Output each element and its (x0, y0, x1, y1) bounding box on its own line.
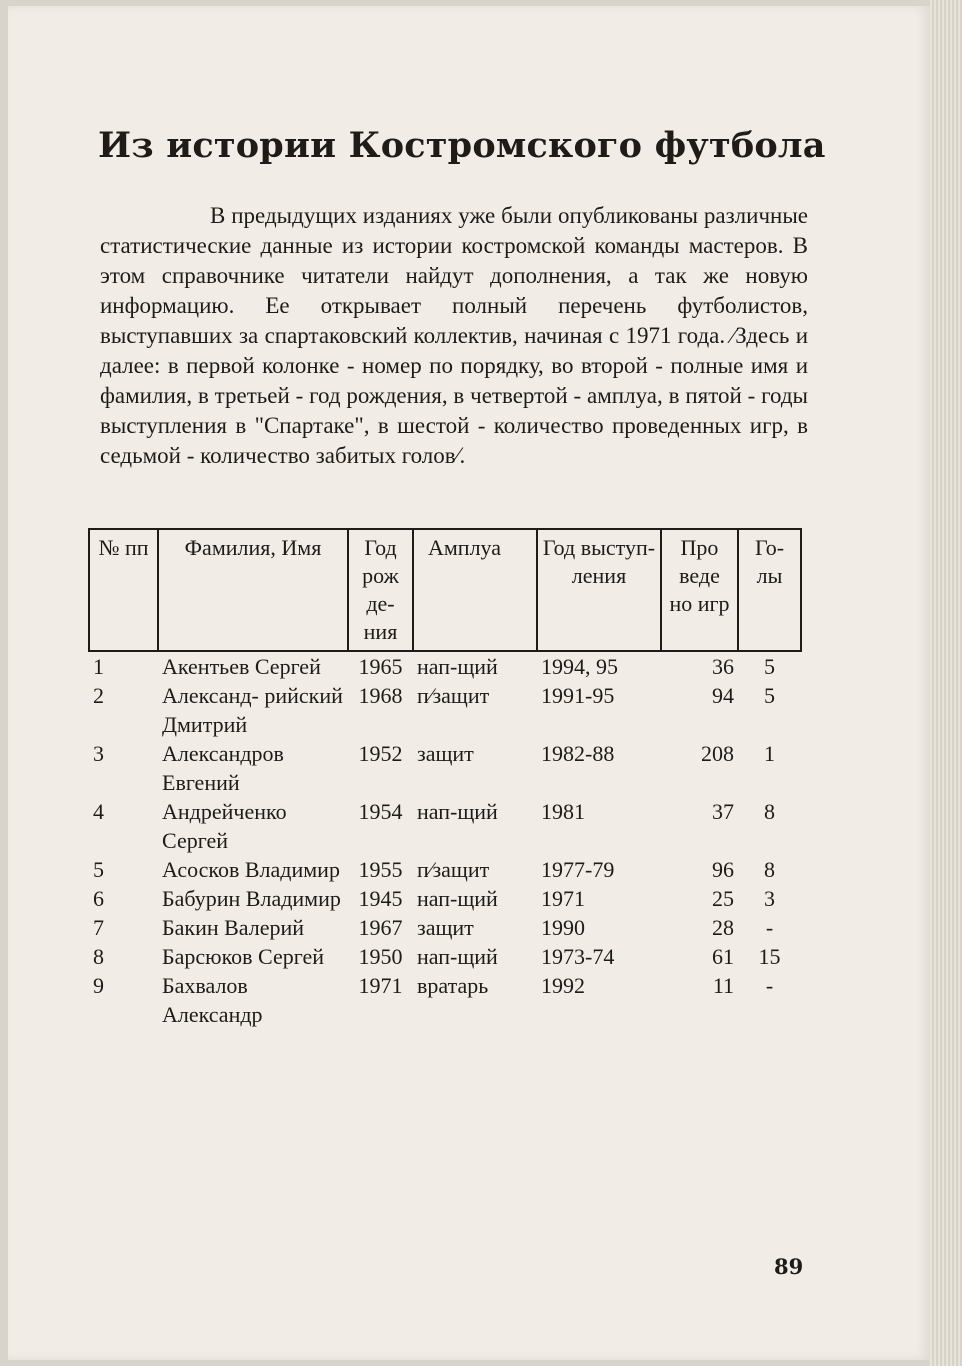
page-number: 89 (774, 1254, 804, 1279)
table-row (89, 739, 801, 797)
table-row (89, 651, 801, 681)
birth-year: 1945 (358, 886, 403, 911)
table-row (89, 913, 801, 942)
play-period: 1991-95 (541, 683, 615, 708)
player-name: Акентьев Сергей (162, 654, 321, 679)
goals-scored: 5 (764, 654, 775, 679)
birth-year: 1965 (358, 654, 403, 679)
player-name: Александров Евгений (162, 741, 284, 795)
row-number: 8 (93, 944, 104, 969)
games-played: 25 (712, 886, 734, 911)
player-name: Андрейченко Сергей (162, 799, 287, 853)
play-period: 1982-88 (541, 741, 615, 766)
goals-scored: 1 (764, 741, 775, 766)
goals-scored: - (765, 915, 774, 940)
player-role: защит (417, 915, 474, 940)
games-played: 96 (712, 857, 734, 882)
table-row (89, 884, 801, 913)
row-number: 3 (93, 741, 104, 766)
table-row (89, 942, 801, 971)
games-played: 61 (712, 944, 734, 969)
row-number: 2 (93, 683, 104, 708)
table-row (89, 797, 801, 855)
player-name: Асосков Владимир (162, 857, 340, 882)
row-number: 4 (93, 799, 104, 824)
player-role: нап-щий (417, 944, 498, 969)
goals-scored: 3 (764, 886, 775, 911)
row-number: 9 (93, 973, 104, 998)
birth-year: 1971 (358, 973, 403, 998)
player-name: Александ- рийский Дмитрий (162, 683, 343, 737)
player-name: Бахвалов Александр (162, 973, 263, 1027)
row-number: 6 (93, 886, 104, 911)
player-role: нап-щий (417, 799, 498, 824)
header-num: № пп (89, 529, 158, 651)
goals-scored: 5 (764, 683, 775, 708)
book-page (8, 6, 930, 1360)
players-table (88, 528, 802, 1029)
goals-scored: - (765, 973, 774, 998)
play-period: 1971 (541, 886, 585, 911)
play-period: 1977-79 (541, 857, 615, 882)
row-number: 1 (93, 654, 104, 679)
play-period: 1992 (541, 973, 585, 998)
page-title: Из истории Костромского футбола (98, 125, 826, 167)
player-name: Бакин Валерий (162, 915, 305, 940)
games-played: 11 (712, 973, 734, 998)
games-played: 94 (712, 683, 734, 708)
play-period: 1981 (541, 799, 585, 824)
table-header-row (89, 529, 801, 651)
header-goals: Го- лы (738, 529, 801, 651)
header-role: Амплуа (413, 529, 537, 651)
player-name: Барсюков Сергей (162, 944, 325, 969)
page-edge (930, 0, 962, 1366)
table-row (89, 855, 801, 884)
birth-year: 1952 (358, 741, 403, 766)
goals-scored: 8 (764, 857, 775, 882)
goals-scored: 15 (758, 944, 781, 969)
player-role: нап-щий (417, 886, 498, 911)
goals-scored: 8 (764, 799, 775, 824)
player-role: вратарь (417, 973, 489, 998)
header-games: Про веде но игр (661, 529, 738, 651)
birth-year: 1967 (358, 915, 403, 940)
row-number: 5 (93, 857, 104, 882)
table-row (89, 681, 801, 739)
games-played: 37 (712, 799, 734, 824)
player-role: защит (417, 741, 474, 766)
birth-year: 1954 (358, 799, 403, 824)
row-number: 7 (93, 915, 104, 940)
header-name: Фамилия, Имя (158, 529, 348, 651)
player-role: нап-щий (417, 654, 498, 679)
table-row (89, 971, 801, 1029)
header-period: Год выступ- ления (537, 529, 661, 651)
player-role: п⁄защит (417, 857, 490, 882)
games-played: 36 (712, 654, 734, 679)
header-year: Год рож де- ния (348, 529, 413, 651)
games-played: 208 (701, 741, 734, 766)
play-period: 1994, 95 (541, 654, 618, 679)
intro-paragraph: В предыдущих изданиях уже были опубликованы различные статистические данные из истории костромской команды мастеров. В этом справочнике читатели найдут дополнения, а так же новую информацию. Ее открывает полный перечень футболистов, выступавших за спартаковский коллектив, начиная с 1971 года. ⁄Здесь и далее: в первой колонке - номер по порядку, во второй - полные имя и фамилия, в третьей - год рождения, в четвертой - амплуа, в пятой - годы выступления в "Спартаке", в шестой - количество проведенных игр, в седьмой - количество забитых голов⁄. (100, 203, 808, 468)
player-name: Бабурин Владимир (162, 886, 341, 911)
player-role: п⁄защит (417, 683, 490, 708)
play-period: 1990 (541, 915, 585, 940)
games-played: 28 (712, 915, 734, 940)
birth-year: 1968 (358, 683, 403, 708)
play-period: 1973-74 (541, 944, 615, 969)
birth-year: 1955 (358, 857, 403, 882)
birth-year: 1950 (358, 944, 403, 969)
